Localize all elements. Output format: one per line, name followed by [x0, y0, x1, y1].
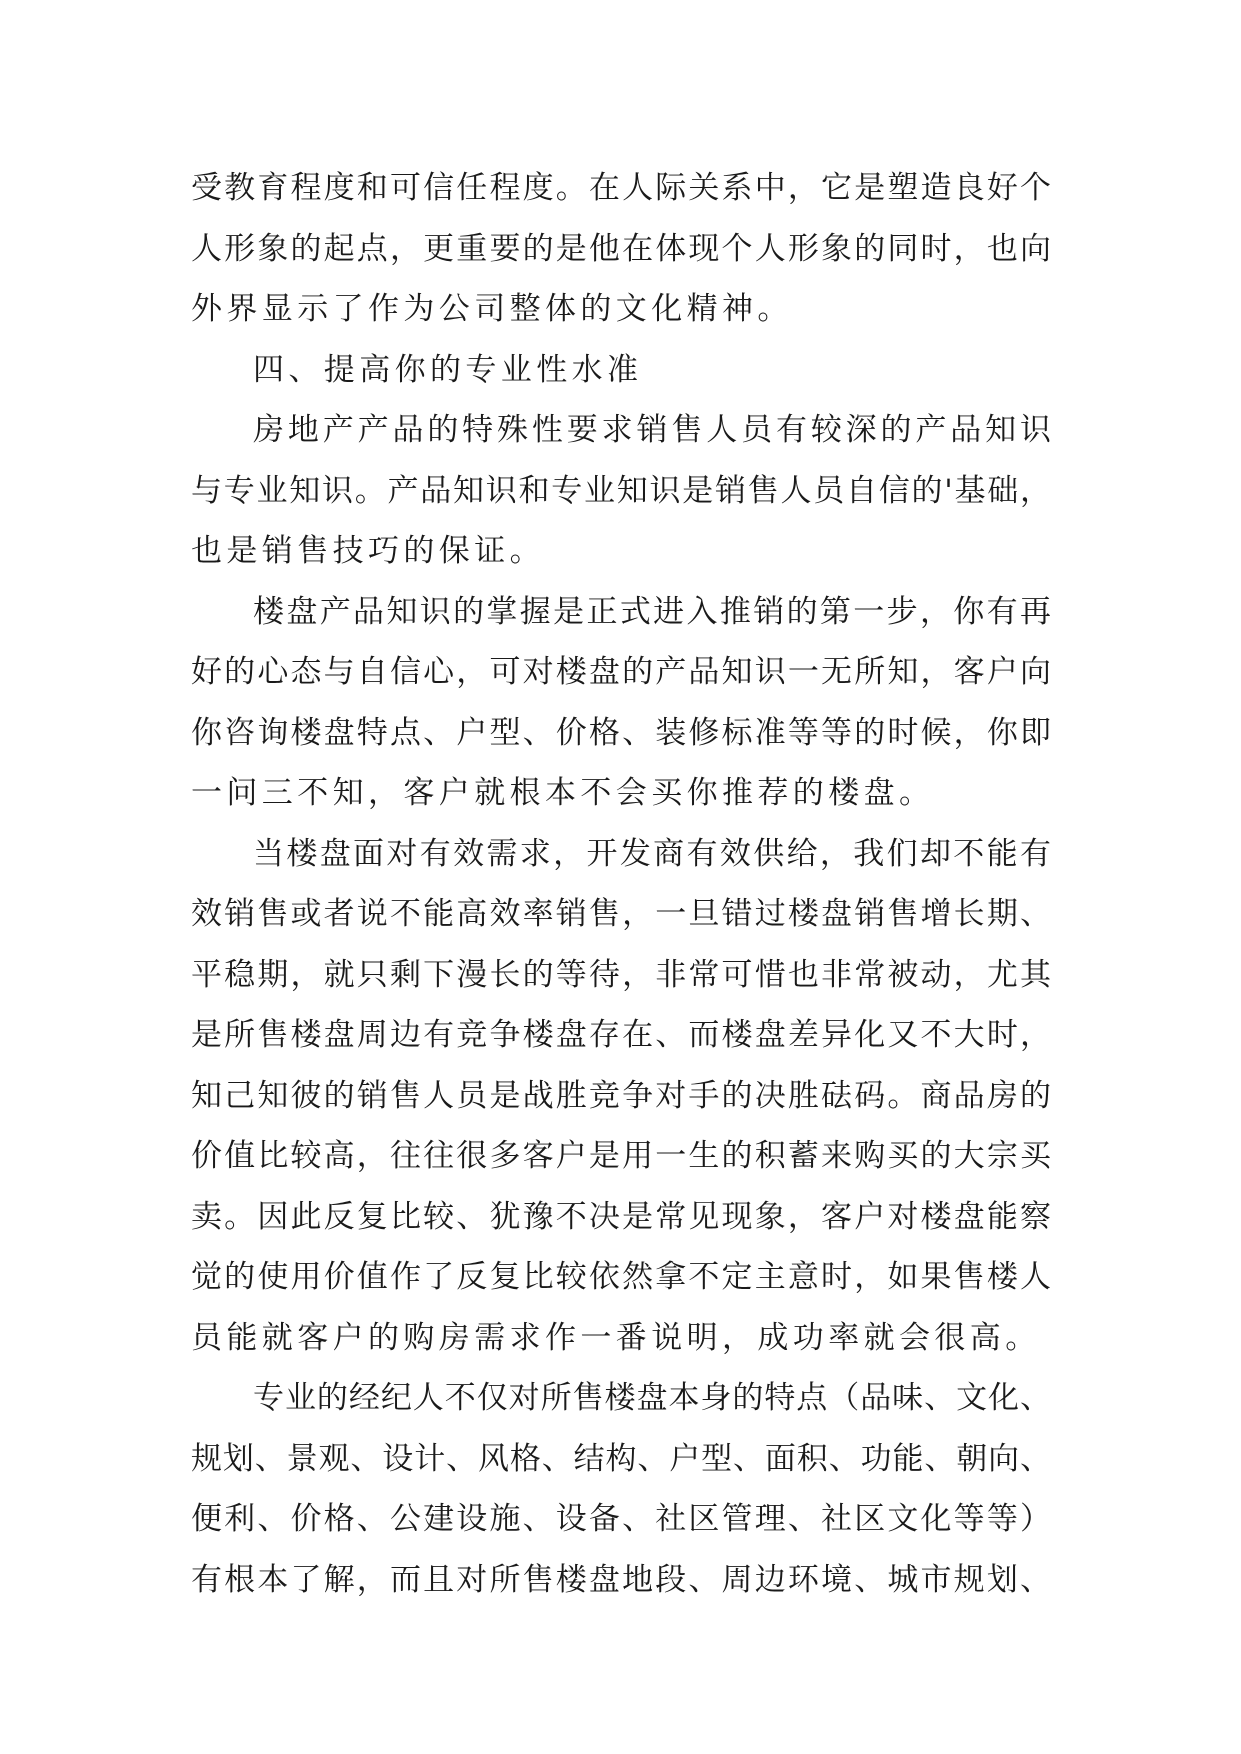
text-line: 与专业知识。产品知识和专业知识是销售人员自信的'基础，	[191, 472, 1051, 509]
text-line: 也是销售技巧的保证。	[191, 533, 545, 569]
text-line: 便利、价格、公建设施、设备、社区管理、社区文化等等）	[191, 1501, 1051, 1537]
text-line: 专业的经纪人不仅对所售楼盘本身的特点（品味、文化、	[253, 1380, 1051, 1416]
text-line: 好的心态与自信心，可对楼盘的产品知识一无所知，客户向	[191, 654, 1051, 690]
text-line: 当楼盘面对有效需求，开发商有效供给，我们却不能有	[253, 835, 1051, 872]
text-line: 员能就客户的购房需求作一番说明，成功率就会很高。	[191, 1319, 1041, 1356]
text-line: 受教育程度和可信任程度。在人际关系中，它是塑造良好个	[191, 170, 1051, 206]
document-body	[191, 158, 1051, 1610]
text-line: 觉的使用价值作了反复比较依然拿不定主意时，如果售楼人	[191, 1259, 1051, 1295]
text-line: 规划、景观、设计、风格、结构、户型、面积、功能、朝向、	[191, 1440, 1051, 1477]
text-line: 一问三不知，客户就根本不会买你推荐的楼盘。	[191, 775, 935, 811]
text-line: 房地产产品的特殊性要求销售人员有较深的产品知识	[253, 412, 1051, 448]
section-heading: 四、提高你的专业性水准	[253, 351, 643, 388]
text-line: 价值比较高，往往很多客户是用一生的积蓄来购买的大宗买	[191, 1138, 1051, 1174]
text-line: 卖。因此反复比较、犹豫不决是常见现象，客户对楼盘能察	[191, 1198, 1051, 1235]
text-line: 有根本了解，而且对所售楼盘地段、周边环境、城市规划、	[191, 1561, 1051, 1598]
text-line: 外界显示了作为公司整体的文化精神。	[191, 291, 793, 327]
text-line: 楼盘产品知识的掌握是正式进入推销的第一步，你有再	[253, 593, 1051, 630]
text-line: 效销售或者说不能高效率销售，一旦错过楼盘销售增长期、	[191, 896, 1051, 932]
text-line: 知己知彼的销售人员是战胜竞争对手的决胜砝码。商品房的	[191, 1077, 1051, 1114]
text-line: 平稳期，就只剩下漫长的等待，非常可惜也非常被动，尤其	[191, 956, 1051, 993]
text-line: 是所售楼盘周边有竞争楼盘存在、而楼盘差异化又不大时，	[191, 1017, 1051, 1053]
text-line: 人形象的起点，更重要的是他在体现个人形象的同时，也向	[191, 230, 1051, 267]
text-line: 你咨询楼盘特点、户型、价格、装修标准等等的时候，你即	[191, 714, 1051, 751]
